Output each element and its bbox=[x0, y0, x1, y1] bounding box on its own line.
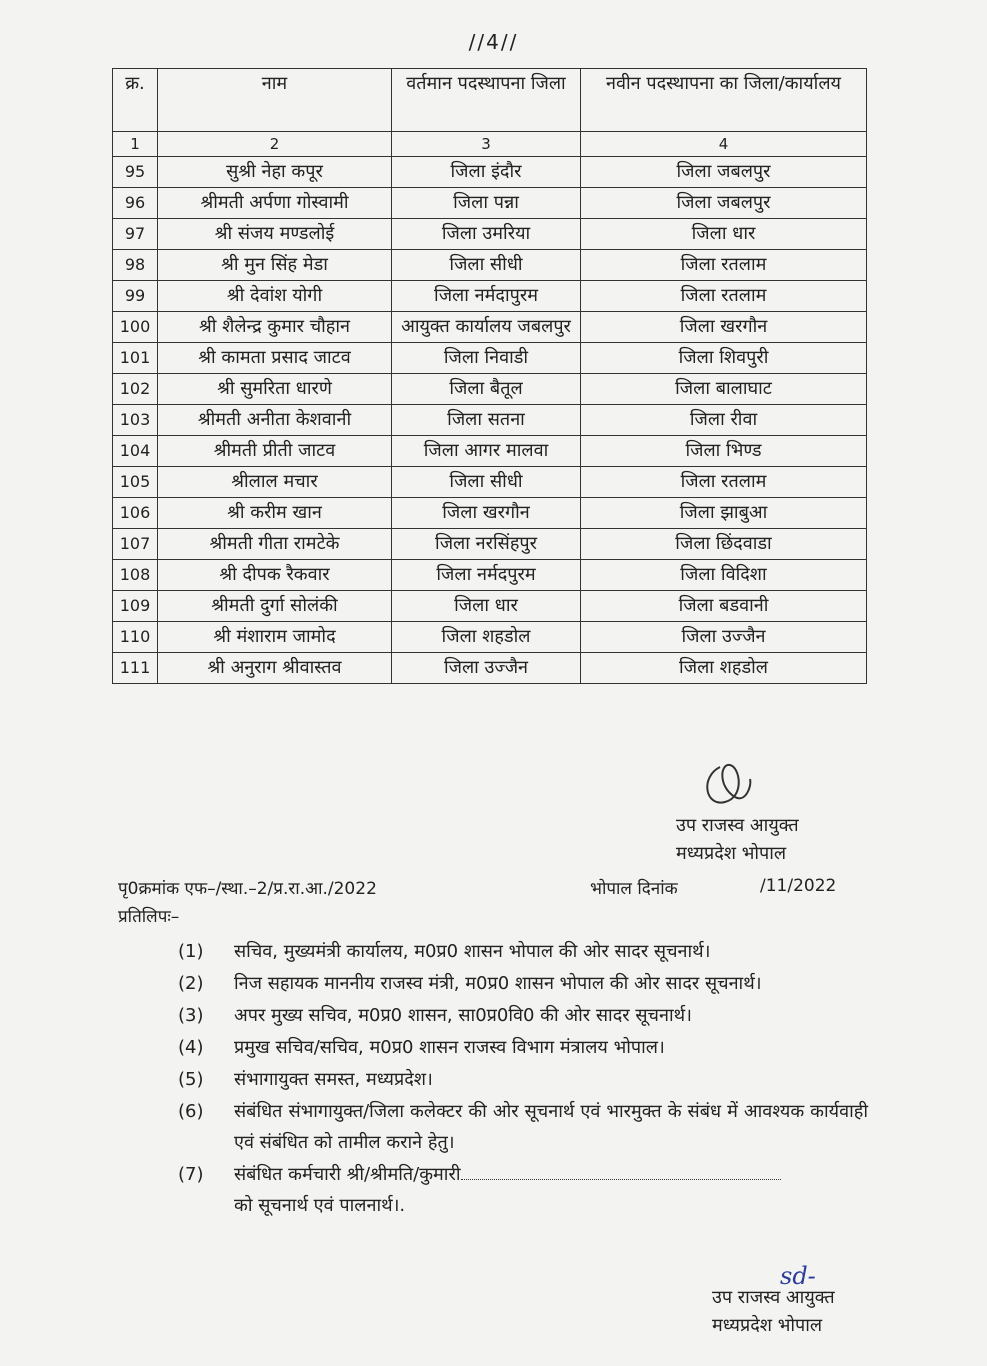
reference-place: भोपाल दिनांक bbox=[590, 879, 678, 899]
copy-list bbox=[178, 936, 868, 1222]
name-cell: श्री दीपक रैकवार bbox=[158, 560, 392, 591]
name-cell: श्रीमती दुर्गा सोलंकी bbox=[158, 591, 392, 622]
list-item bbox=[178, 1096, 868, 1158]
signature-block-top bbox=[676, 812, 799, 868]
reference-number: पृ0क्रमांक एफ–/स्था.–2/प्र.रा.आ./2022 bbox=[118, 879, 377, 899]
serial-cell: 99 bbox=[113, 281, 158, 312]
serial-cell: 106 bbox=[113, 498, 158, 529]
serial-cell: 110 bbox=[113, 622, 158, 653]
name-cell: श्रीमती गीता रामटेके bbox=[158, 529, 392, 560]
new-posting-cell: जिला रतलाम bbox=[581, 250, 867, 281]
item-text: सचिव, मुख्यमंत्री कार्यालय, म0प्र0 शासन भोपाल की ओर सादर सूचनार्थ। bbox=[234, 941, 711, 962]
serial-cell: 105 bbox=[113, 467, 158, 498]
item-number: (1) bbox=[178, 941, 204, 962]
item-text: संभागायुक्त समस्त, मध्यप्रदेश। bbox=[234, 1069, 433, 1090]
designation-office: मध्यप्रदेश भोपाल bbox=[676, 843, 787, 864]
header-new-posting: नवीन पदस्थापना का जिला/कार्यालय bbox=[581, 69, 867, 132]
serial-cell: 101 bbox=[113, 343, 158, 374]
current-posting-cell: जिला उमरिया bbox=[392, 219, 581, 250]
item-text: संबंधित कर्मचारी श्री/श्रीमति/कुमारी bbox=[234, 1164, 461, 1185]
item-number: (5) bbox=[178, 1069, 204, 1090]
table-row bbox=[113, 343, 867, 374]
table-row bbox=[113, 312, 867, 343]
new-posting-cell: जिला शिवपुरी bbox=[581, 343, 867, 374]
serial-cell: 103 bbox=[113, 405, 158, 436]
name-cell: श्रीमती अनीता केशवानी bbox=[158, 405, 392, 436]
item-text: प्रमुख सचिव/सचिव, म0प्र0 शासन राजस्व विभाग मंत्रालय भोपाल। bbox=[234, 1037, 665, 1058]
list-item bbox=[178, 1032, 868, 1063]
copy-to-label: प्रतिलिपः– bbox=[118, 907, 180, 927]
list-item bbox=[178, 1064, 868, 1095]
table-row bbox=[113, 157, 867, 188]
current-posting-cell: जिला खरगौन bbox=[392, 498, 581, 529]
serial-cell: 109 bbox=[113, 591, 158, 622]
table-row bbox=[113, 281, 867, 312]
table-row bbox=[113, 498, 867, 529]
table-row bbox=[113, 560, 867, 591]
signature-block-bottom bbox=[712, 1284, 835, 1340]
column-number: 4 bbox=[581, 132, 867, 157]
new-posting-cell: जिला रीवा bbox=[581, 405, 867, 436]
name-cell: श्री कामता प्रसाद जाटव bbox=[158, 343, 392, 374]
table-row bbox=[113, 622, 867, 653]
column-number: 2 bbox=[158, 132, 392, 157]
list-item bbox=[178, 1000, 868, 1031]
new-posting-cell: जिला झाबुआ bbox=[581, 498, 867, 529]
table-body bbox=[113, 132, 867, 684]
current-posting-cell: जिला इंदौर bbox=[392, 157, 581, 188]
list-item bbox=[178, 1159, 868, 1221]
designation-office: मध्यप्रदेश भोपाल bbox=[712, 1315, 823, 1336]
table-row bbox=[113, 405, 867, 436]
column-number-row bbox=[113, 132, 867, 157]
item-number: (2) bbox=[178, 973, 204, 994]
serial-cell: 96 bbox=[113, 188, 158, 219]
serial-cell: 95 bbox=[113, 157, 158, 188]
item-text: संबंधित संभागायुक्त/जिला कलेक्टर की ओर सूचनार्थ एवं भारमुक्त के संबंध में आवश्यक कार्यवाही एवं संबंधित को तामील कराने हेतु। bbox=[234, 1101, 868, 1153]
name-cell: श्री मंशाराम जामोद bbox=[158, 622, 392, 653]
sd-mark: sd- bbox=[780, 1262, 816, 1290]
current-posting-cell: जिला उज्जैन bbox=[392, 653, 581, 684]
serial-cell: 111 bbox=[113, 653, 158, 684]
name-cell: श्रीमती प्रीती जाटव bbox=[158, 436, 392, 467]
new-posting-cell: जिला रतलाम bbox=[581, 467, 867, 498]
current-posting-cell: जिला नर्मदपुरम bbox=[392, 560, 581, 591]
current-posting-cell: जिला निवाडी bbox=[392, 343, 581, 374]
blank-dotted-line bbox=[461, 1161, 781, 1180]
table-row bbox=[113, 529, 867, 560]
table-row bbox=[113, 591, 867, 622]
designation-title: उप राजस्व आयुक्त bbox=[676, 815, 799, 836]
serial-cell: 104 bbox=[113, 436, 158, 467]
item-text: अपर मुख्य सचिव, म0प्र0 शासन, सा0प्र0वि0 की ओर सादर सूचनार्थ। bbox=[234, 1005, 692, 1026]
transfer-table bbox=[112, 68, 867, 684]
current-posting-cell: जिला धार bbox=[392, 591, 581, 622]
column-number: 3 bbox=[392, 132, 581, 157]
current-posting-cell: जिला शहडोल bbox=[392, 622, 581, 653]
item-number: (3) bbox=[178, 1005, 204, 1026]
name-cell: श्री करीम खान bbox=[158, 498, 392, 529]
name-cell: श्री संजय मण्डलोई bbox=[158, 219, 392, 250]
name-cell: श्री मुन सिंह मेडा bbox=[158, 250, 392, 281]
table-row bbox=[113, 467, 867, 498]
new-posting-cell: जिला खरगौन bbox=[581, 312, 867, 343]
list-item bbox=[178, 936, 868, 967]
item-text-continued: को सूचनार्थ एवं पालनार्थ।. bbox=[234, 1195, 406, 1216]
new-posting-cell: जिला विदिशा bbox=[581, 560, 867, 591]
item-number: (4) bbox=[178, 1037, 204, 1058]
serial-cell: 98 bbox=[113, 250, 158, 281]
signature-scribble bbox=[690, 757, 770, 817]
current-posting-cell: जिला सीधी bbox=[392, 467, 581, 498]
new-posting-cell: जिला छिंदवाडा bbox=[581, 529, 867, 560]
serial-cell: 97 bbox=[113, 219, 158, 250]
serial-cell: 100 bbox=[113, 312, 158, 343]
name-cell: श्री अनुराग श्रीवास्तव bbox=[158, 653, 392, 684]
current-posting-cell: जिला नर्मदापुरम bbox=[392, 281, 581, 312]
new-posting-cell: जिला जबलपुर bbox=[581, 157, 867, 188]
name-cell: सुश्री नेहा कपूर bbox=[158, 157, 392, 188]
column-number: 1 bbox=[113, 132, 158, 157]
table-row bbox=[113, 188, 867, 219]
item-number: (7) bbox=[178, 1164, 204, 1185]
table-row bbox=[113, 219, 867, 250]
new-posting-cell: जिला बडवानी bbox=[581, 591, 867, 622]
current-posting-cell: जिला आगर मालवा bbox=[392, 436, 581, 467]
name-cell: श्रीमती अर्पणा गोस्वामी bbox=[158, 188, 392, 219]
new-posting-cell: जिला धार bbox=[581, 219, 867, 250]
new-posting-cell: जिला जबलपुर bbox=[581, 188, 867, 219]
serial-cell: 107 bbox=[113, 529, 158, 560]
current-posting-cell: जिला पन्ना bbox=[392, 188, 581, 219]
table-row bbox=[113, 250, 867, 281]
new-posting-cell: जिला उज्जैन bbox=[581, 622, 867, 653]
header-serial: क्र. bbox=[113, 69, 158, 132]
name-cell: श्रीलाल मचार bbox=[158, 467, 392, 498]
table-row bbox=[113, 374, 867, 405]
table-row bbox=[113, 436, 867, 467]
new-posting-cell: जिला भिण्ड bbox=[581, 436, 867, 467]
current-posting-cell: जिला बैतूल bbox=[392, 374, 581, 405]
page-number: //4// bbox=[468, 30, 519, 54]
name-cell: श्री शैलेन्द्र कुमार चौहान bbox=[158, 312, 392, 343]
serial-cell: 102 bbox=[113, 374, 158, 405]
current-posting-cell: आयुक्त कार्यालय जबलपुर bbox=[392, 312, 581, 343]
current-posting-cell: जिला नरसिंहपुर bbox=[392, 529, 581, 560]
designation-title: उप राजस्व आयुक्त bbox=[712, 1287, 835, 1308]
header-name: नाम bbox=[158, 69, 392, 132]
table-row bbox=[113, 653, 867, 684]
reference-date: /11/2022 bbox=[760, 876, 837, 896]
new-posting-cell: जिला बालाघाट bbox=[581, 374, 867, 405]
new-posting-cell: जिला रतलाम bbox=[581, 281, 867, 312]
serial-cell: 108 bbox=[113, 560, 158, 591]
name-cell: श्री सुमरिता धारणे bbox=[158, 374, 392, 405]
table-header-row bbox=[113, 69, 867, 132]
item-number: (6) bbox=[178, 1101, 204, 1122]
name-cell: श्री देवांश योगी bbox=[158, 281, 392, 312]
item-text: निज सहायक माननीय राजस्व मंत्री, म0प्र0 शासन भोपाल की ओर सादर सूचनार्थ। bbox=[234, 973, 762, 994]
current-posting-cell: जिला सीधी bbox=[392, 250, 581, 281]
header-current-posting: वर्तमान पदस्थापना जिला bbox=[392, 69, 581, 132]
list-item bbox=[178, 968, 868, 999]
new-posting-cell: जिला शहडोल bbox=[581, 653, 867, 684]
current-posting-cell: जिला सतना bbox=[392, 405, 581, 436]
